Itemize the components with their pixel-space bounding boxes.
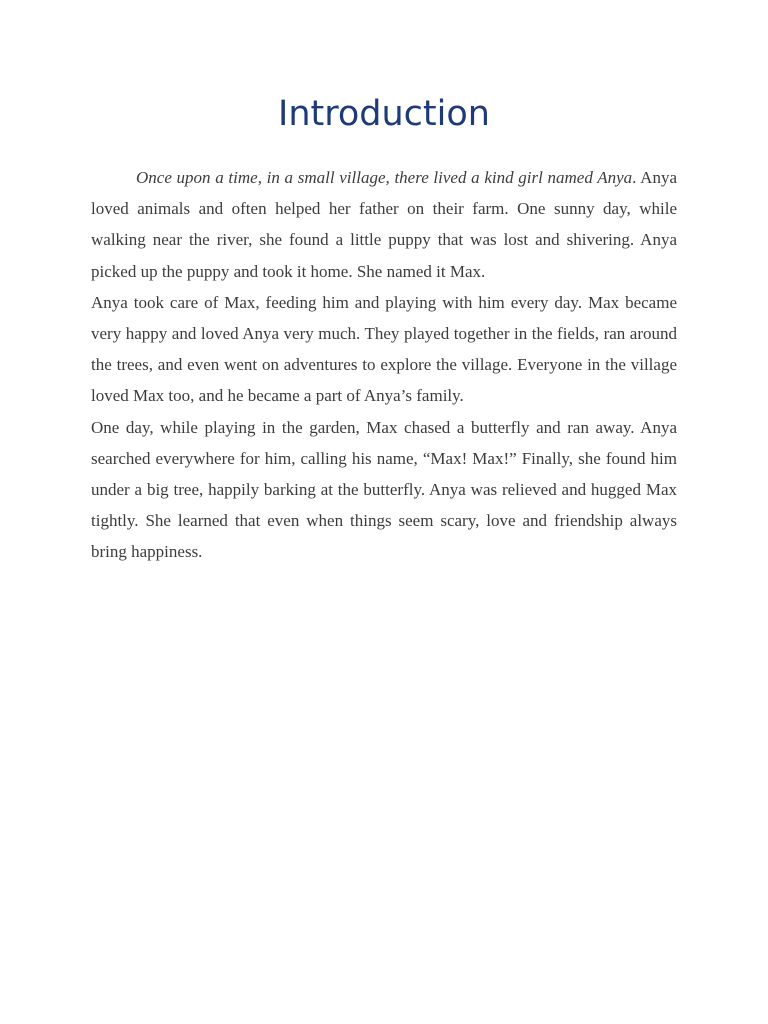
paragraph-1 (91, 162, 677, 287)
paragraph-3: One day, while playing in the garden, Max chased a butterfly and ran away. Anya searched everywhere for him, calling his name, “Max! Max!” Finally, she found him under a big tree, happily barking at the butterfly. Anya was relieved and hugged Max tightly. She learned that even when things seem scary, love and friendship always bring happiness. (91, 417, 677, 562)
document-body (91, 162, 677, 568)
paragraph-1-lead: Once upon a time, in a small village, there lived a kind girl named Anya (136, 168, 633, 187)
page-title: Introduction (278, 94, 490, 134)
paragraph-2: Anya took care of Max, feeding him and playing with him every day. Max became very happy and loved Anya very much. They played together in the fields, ran around the trees, and even went on adventures to explore the village. Everyone in the village loved Max too, and he became a part of Anya’s family. (91, 292, 677, 406)
paragraph-1-rest: . Anya loved animals and often helped her father on their farm. One sunny day, while walking near the river, she found a little puppy that was lost and shivering. Anya picked up the puppy and took it home. She named it Max. (91, 168, 677, 281)
